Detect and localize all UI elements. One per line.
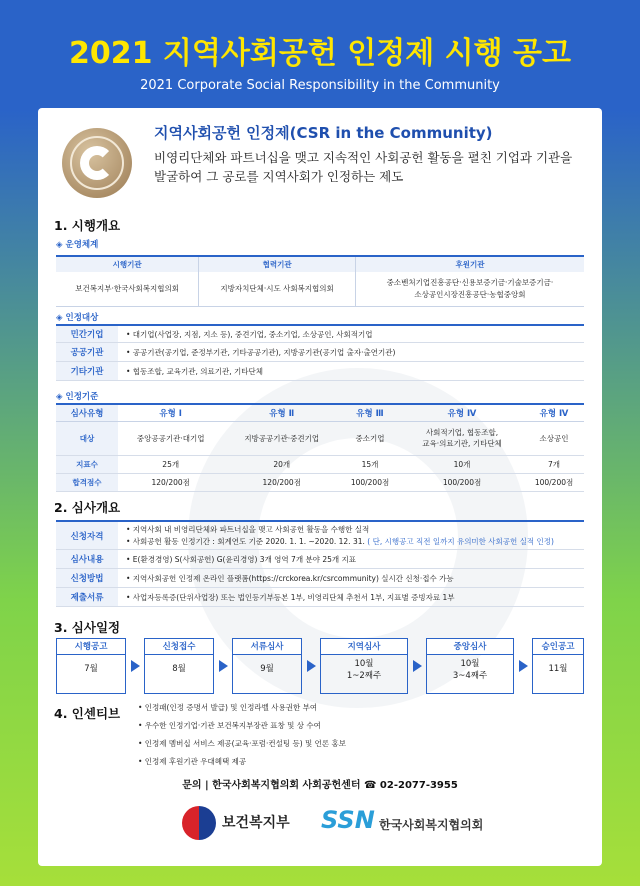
review-list xyxy=(56,520,584,607)
arrow-right-icon xyxy=(219,660,228,672)
arrow-right-icon xyxy=(307,660,316,672)
list-item: • 인정패(인정 증명서 발급) 및 인정라벨 사용권한 부여 xyxy=(138,703,318,712)
table-row: 대상 중앙공공기관·대기업 지방공공기관·중견기업 중소기업 사회적기업, 협동조합, 교육·의료기관, 기타단체 소상공인 xyxy=(56,421,584,455)
org-header: 후원기관 xyxy=(355,256,584,272)
section-title-review: 2. 심사개요 xyxy=(54,500,121,515)
schedule-step: 지역심사 10월 1~2째주 xyxy=(320,638,408,694)
org-cell: 지방자치단체·시도 사회복지협의회 xyxy=(199,272,356,306)
target-list xyxy=(56,324,584,381)
org-table xyxy=(56,255,584,307)
section-title-incentive: 4. 인센티브 xyxy=(54,706,121,721)
schedule-steps xyxy=(56,638,584,694)
list-item: 신청방법 • 지역사회공헌 인정제 온라인 플랫폼(https://crckorea.kr/csrcommunity) 실시간 신청·접수 가능 xyxy=(56,569,584,588)
csr-medal-icon xyxy=(62,128,132,198)
table-row: 합격점수 120/200점 120/200점 100/200점 100/200점 100/200점 xyxy=(56,473,584,491)
contact-info: 문의 | 한국사회복지협의회 사회공헌센터 ☎ 02-2077-3955 xyxy=(182,780,458,791)
intro-description: 비영리단체와 파트너십을 맺고 지속적인 사회공헌 활동을 펼친 기업과 기관을 발굴하여 그 공로를 지역사회가 인정하는 제도 xyxy=(154,150,573,184)
taegeuk-icon xyxy=(182,806,216,840)
list-item: • 인정제 멤버십 서비스 제공(교육·포럼·컨설팅 등) 및 언론 홍보 xyxy=(138,739,346,748)
schedule-step: 서류심사 9월 xyxy=(232,638,302,694)
list-item: • 인정제 후원기관 우대혜택 제공 xyxy=(138,757,247,766)
page-subtitle: 2021 Corporate Social Responsibility in the Community xyxy=(140,78,500,93)
list-item: • 우수한 인정기업·기관 보건복지부장관 표창 및 상 수여 xyxy=(138,721,321,730)
org-cell: 중소벤처기업진흥공단·신용보증기금·기술보증기금· 소상공인시장진흥공단·농협중앙회 xyxy=(355,272,584,306)
list-item: 공공기관 • 공공기관(공기업, 준정부기관, 기타공공기관), 지방공기관(공기업 출자·출연기관) xyxy=(56,343,584,362)
list-item: 제출서류 • 사업자등록증(단위사업장) 또는 법인등기부등본 1부, 비영리단체 추천서 1부, 지표별 증빙자료 1부 xyxy=(56,588,584,607)
intro-title: 지역사회공헌 인정제(CSR in the Community) xyxy=(154,124,493,142)
subsection-target: ◈ 인정대상 xyxy=(56,313,99,323)
footer-logos: 보건복지부 SSN 한국사회복지협의회 xyxy=(38,800,602,850)
subsection-org: ◈ 운영체계 xyxy=(56,240,99,250)
section-title-overview: 1. 시행개요 xyxy=(54,218,121,233)
schedule-step: 중앙심사 10월 3~4째주 xyxy=(426,638,514,694)
org-header: 시행기관 xyxy=(56,256,199,272)
schedule-step: 승인공고 11월 xyxy=(532,638,584,694)
incentive-list xyxy=(138,699,346,771)
criteria-table: 심사유형 유형 Ⅰ 유형 Ⅱ 유형 Ⅲ 유형 Ⅳ 유형 Ⅳ 대상 중앙공공기관·대기업 지방공공기관·중견기업 중소기업 사회적기업, 협동조합, 교육·의료기관, 기타단체 소상공인 지표수 25개 20개 15개 10개 7개 합격점수 120/200점 120/200점 100/200점 100/200점 100/200점 xyxy=(56,403,584,492)
subsection-criteria: ◈ 인정기준 xyxy=(56,392,99,402)
arrow-right-icon xyxy=(519,660,528,672)
section-title-schedule: 3. 심사일정 xyxy=(54,620,121,635)
table-row: 지표수 25개 20개 15개 10개 7개 xyxy=(56,455,584,473)
list-item: 기타기관 • 협동조합, 교육기관, 의료기관, 기타단체 xyxy=(56,362,584,381)
notice-card xyxy=(38,108,602,866)
page-title: 2021 지역사회공헌 인정제 시행 공고 xyxy=(68,36,571,71)
schedule-step: 신청접수 8월 xyxy=(144,638,214,694)
list-item: 심사내용 • E(환경경영) S(사회공헌) G(윤리경영) 3개 영역 7개 분야 25개 지표 xyxy=(56,550,584,569)
arrow-right-icon xyxy=(131,660,140,672)
schedule-step: 시행공고 7월 xyxy=(56,638,126,694)
list-item: 민간기업 • 대기업(사업장, 지점, 지소 등), 중견기업, 중소기업, 소상공인, 사회적기업 xyxy=(56,324,584,343)
list-item: 신청자격 • 지역사회 내 비영리단체와 파트너십을 맺고 사회공헌 활동을 수행한 실적 • 사회공헌 활동 인정기간 : 회계연도 기준 2020. 1. 1. ~2020. 12. 31. ( 단, 시행공고 직전 일까지 유의미한 사회공헌 실적 인정) xyxy=(56,520,584,550)
org-header: 협력기관 xyxy=(199,256,356,272)
intro xyxy=(54,120,594,210)
org-cell: 보건복지부·한국사회복지협의회 xyxy=(56,272,199,306)
arrow-right-icon xyxy=(413,660,422,672)
header xyxy=(0,0,640,110)
